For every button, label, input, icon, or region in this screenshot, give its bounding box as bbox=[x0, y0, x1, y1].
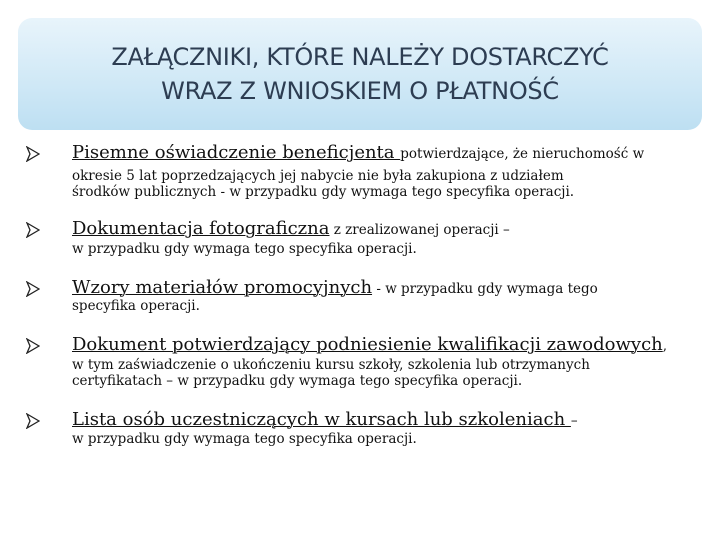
item-line: w tym zaświadczenie o ukończeniu kursu szkoły, szkolenia lub otrzymanych bbox=[72, 357, 590, 373]
title-line-2: WRAZ Z WNIOSKIEM O PŁATNOŚĆ bbox=[161, 77, 559, 105]
item-first-line bbox=[72, 334, 667, 355]
item-line: środków publicznych - w przypadku gdy wymaga tego specyfika operacji. bbox=[72, 184, 575, 200]
arrow-bullet-icon bbox=[26, 413, 42, 429]
item-continuation bbox=[72, 357, 692, 389]
item-line: w przypadku gdy wymaga tego specyfika operacji. bbox=[72, 431, 417, 447]
item-line: w przypadku gdy wymaga tego specyfika operacji. bbox=[72, 241, 417, 257]
item-line: specyfika operacji. bbox=[72, 298, 200, 314]
item-text: z zrealizowanej operacji – bbox=[329, 222, 510, 238]
arrow-bullet-icon bbox=[26, 338, 42, 354]
item-line: certyfikatach – w przypadku gdy wymaga tego specyfika operacji. bbox=[72, 373, 523, 389]
item-first-line bbox=[72, 277, 598, 298]
item-heading: Lista osób uczestniczących w kursach lub szkoleniach bbox=[72, 409, 571, 430]
item-heading: Dokumentacja fotograficzna bbox=[72, 218, 330, 239]
item-continuation bbox=[72, 241, 692, 257]
item-first-line bbox=[72, 142, 644, 163]
item-text: , bbox=[662, 338, 668, 354]
item-continuation bbox=[72, 168, 692, 200]
item-first-line bbox=[72, 218, 510, 239]
item-continuation bbox=[72, 431, 692, 447]
arrow-bullet-icon bbox=[26, 222, 42, 238]
title-line-1: ZAŁĄCZNIKI, KTÓRE NALEŻY DOSTARCZYĆ bbox=[111, 43, 609, 71]
arrow-bullet-icon bbox=[26, 146, 42, 162]
item-heading: Dokument potwierdzający podniesienie kwalifikacji zawodowych bbox=[72, 334, 663, 355]
item-continuation bbox=[72, 298, 692, 314]
item-heading: Wzory materiałów promocyjnych bbox=[72, 277, 373, 298]
item-heading: Pisemne oświadczenie beneficjenta bbox=[72, 142, 401, 163]
arrow-bullet-icon bbox=[26, 281, 42, 297]
item-line: okresie 5 lat poprzedzających jej nabycie nie była zakupiona z udziałem bbox=[72, 168, 564, 184]
item-text: potwierdzające, że nieruchomość w bbox=[400, 146, 645, 162]
item-text: – bbox=[570, 413, 578, 429]
item-first-line bbox=[72, 409, 578, 430]
item-text: - w przypadku gdy wymaga tego bbox=[372, 281, 598, 297]
